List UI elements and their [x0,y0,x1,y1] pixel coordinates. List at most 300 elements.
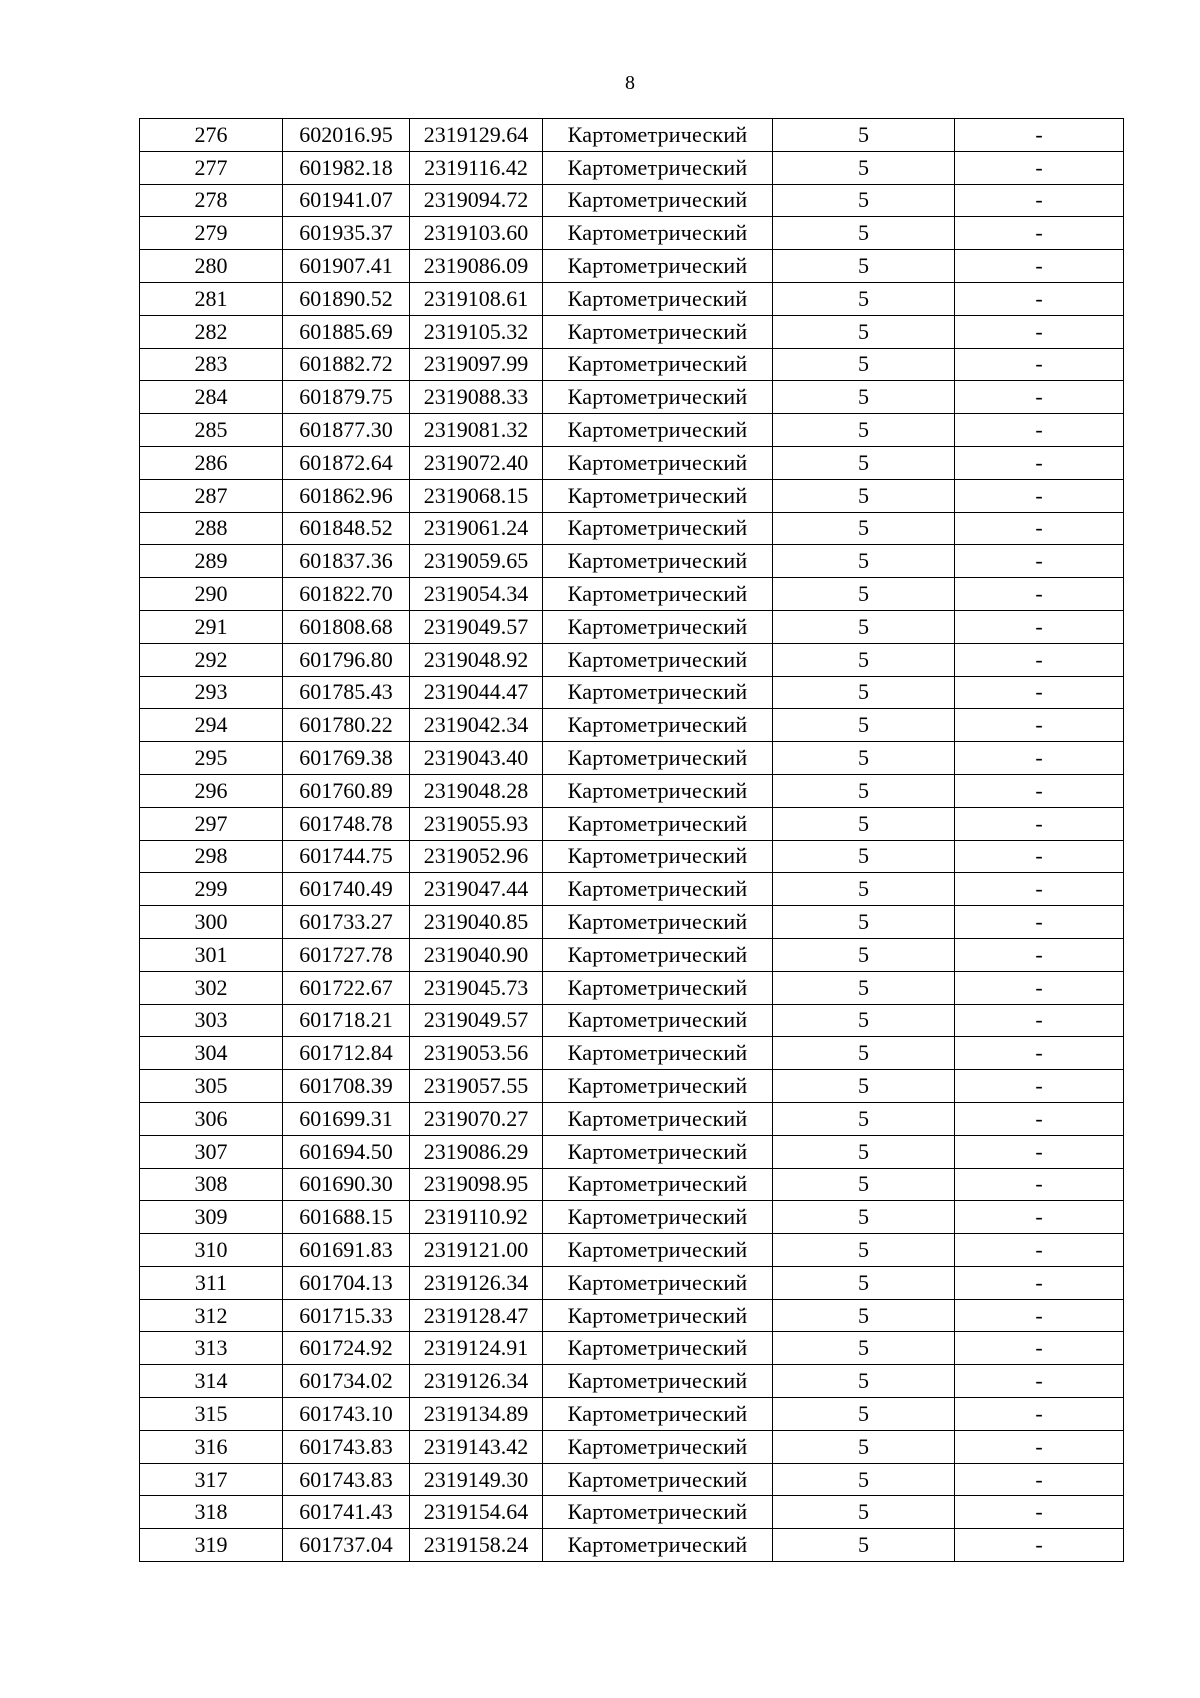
x-coordinate-cell: 601733.27 [283,906,410,939]
note-cell: - [955,446,1124,479]
y-coordinate-cell: 2319094.72 [410,184,543,217]
table-row [140,610,1124,643]
note-cell: - [955,381,1124,414]
point-number-cell: 305 [140,1070,283,1103]
accuracy-cell: 5 [773,1266,955,1299]
method-cell: Картометрический [543,217,773,250]
method-cell: Картометрический [543,1135,773,1168]
x-coordinate-cell: 601718.21 [283,1004,410,1037]
x-coordinate-cell: 601737.04 [283,1529,410,1562]
y-coordinate-cell: 2319149.30 [410,1463,543,1496]
x-coordinate-cell: 601743.83 [283,1463,410,1496]
accuracy-cell: 5 [773,348,955,381]
method-cell: Картометрический [543,1037,773,1070]
x-coordinate-cell: 601935.37 [283,217,410,250]
accuracy-cell: 5 [773,938,955,971]
table-row [140,1070,1124,1103]
table-row [140,643,1124,676]
accuracy-cell: 5 [773,414,955,447]
note-cell: - [955,1299,1124,1332]
table-row [140,250,1124,283]
table-row [140,742,1124,775]
method-cell: Картометрический [543,1102,773,1135]
accuracy-cell: 5 [773,1037,955,1070]
note-cell: - [955,1332,1124,1365]
method-cell: Картометрический [543,119,773,152]
point-number-cell: 311 [140,1266,283,1299]
y-coordinate-cell: 2319088.33 [410,381,543,414]
y-coordinate-cell: 2319047.44 [410,873,543,906]
note-cell: - [955,938,1124,971]
accuracy-cell: 5 [773,1004,955,1037]
y-coordinate-cell: 2319116.42 [410,151,543,184]
accuracy-cell: 5 [773,1234,955,1267]
accuracy-cell: 5 [773,1529,955,1562]
method-cell: Картометрический [543,840,773,873]
table-row [140,1529,1124,1562]
note-cell: - [955,1234,1124,1267]
table-row [140,512,1124,545]
point-number-cell: 279 [140,217,283,250]
note-cell: - [955,873,1124,906]
table-row [140,1332,1124,1365]
x-coordinate-cell: 601688.15 [283,1201,410,1234]
accuracy-cell: 5 [773,840,955,873]
accuracy-cell: 5 [773,807,955,840]
method-cell: Картометрический [543,1430,773,1463]
accuracy-cell: 5 [773,1168,955,1201]
method-cell: Картометрический [543,545,773,578]
point-number-cell: 283 [140,348,283,381]
x-coordinate-cell: 601743.83 [283,1430,410,1463]
note-cell: - [955,282,1124,315]
x-coordinate-cell: 601748.78 [283,807,410,840]
point-number-cell: 302 [140,971,283,1004]
method-cell: Картометрический [543,1463,773,1496]
point-number-cell: 287 [140,479,283,512]
x-coordinate-cell: 601872.64 [283,446,410,479]
accuracy-cell: 5 [773,512,955,545]
method-cell: Картометрический [543,938,773,971]
x-coordinate-cell: 601941.07 [283,184,410,217]
table-row [140,414,1124,447]
accuracy-cell: 5 [773,873,955,906]
x-coordinate-cell: 601715.33 [283,1299,410,1332]
table-row [140,282,1124,315]
method-cell: Картометрический [543,479,773,512]
point-number-cell: 317 [140,1463,283,1496]
method-cell: Картометрический [543,381,773,414]
y-coordinate-cell: 2319108.61 [410,282,543,315]
point-number-cell: 294 [140,709,283,742]
y-coordinate-cell: 2319057.55 [410,1070,543,1103]
accuracy-cell: 5 [773,774,955,807]
point-number-cell: 304 [140,1037,283,1070]
y-coordinate-cell: 2319072.40 [410,446,543,479]
x-coordinate-cell: 601704.13 [283,1266,410,1299]
table-row [140,840,1124,873]
point-number-cell: 313 [140,1332,283,1365]
note-cell: - [955,971,1124,1004]
table-row [140,1496,1124,1529]
note-cell: - [955,479,1124,512]
x-coordinate-cell: 601691.83 [283,1234,410,1267]
x-coordinate-cell: 601734.02 [283,1365,410,1398]
table-row [140,971,1124,1004]
method-cell: Картометрический [543,1070,773,1103]
method-cell: Картометрический [543,906,773,939]
note-cell: - [955,1201,1124,1234]
table-row [140,348,1124,381]
x-coordinate-cell: 601848.52 [283,512,410,545]
note-cell: - [955,610,1124,643]
y-coordinate-cell: 2319055.93 [410,807,543,840]
y-coordinate-cell: 2319143.42 [410,1430,543,1463]
accuracy-cell: 5 [773,578,955,611]
note-cell: - [955,1070,1124,1103]
coordinates-table-body [140,119,1124,1562]
y-coordinate-cell: 2319126.34 [410,1266,543,1299]
table-row [140,1266,1124,1299]
y-coordinate-cell: 2319049.57 [410,1004,543,1037]
method-cell: Картометрический [543,1004,773,1037]
method-cell: Картометрический [543,807,773,840]
point-number-cell: 309 [140,1201,283,1234]
x-coordinate-cell: 601780.22 [283,709,410,742]
table-row [140,151,1124,184]
method-cell: Картометрический [543,774,773,807]
accuracy-cell: 5 [773,1332,955,1365]
note-cell: - [955,151,1124,184]
accuracy-cell: 5 [773,184,955,217]
table-row [140,676,1124,709]
method-cell: Картометрический [543,1266,773,1299]
accuracy-cell: 5 [773,1496,955,1529]
y-coordinate-cell: 2319053.56 [410,1037,543,1070]
method-cell: Картометрический [543,315,773,348]
note-cell: - [955,1463,1124,1496]
point-number-cell: 290 [140,578,283,611]
y-coordinate-cell: 2319048.92 [410,643,543,676]
note-cell: - [955,1102,1124,1135]
y-coordinate-cell: 2319124.91 [410,1332,543,1365]
accuracy-cell: 5 [773,1102,955,1135]
x-coordinate-cell: 601769.38 [283,742,410,775]
accuracy-cell: 5 [773,479,955,512]
accuracy-cell: 5 [773,643,955,676]
y-coordinate-cell: 2319052.96 [410,840,543,873]
note-cell: - [955,414,1124,447]
point-number-cell: 282 [140,315,283,348]
point-number-cell: 285 [140,414,283,447]
accuracy-cell: 5 [773,1201,955,1234]
point-number-cell: 292 [140,643,283,676]
y-coordinate-cell: 2319121.00 [410,1234,543,1267]
y-coordinate-cell: 2319081.32 [410,414,543,447]
method-cell: Картометрический [543,709,773,742]
note-cell: - [955,1037,1124,1070]
point-number-cell: 315 [140,1398,283,1431]
method-cell: Картометрический [543,1365,773,1398]
method-cell: Картометрический [543,282,773,315]
x-coordinate-cell: 601712.84 [283,1037,410,1070]
x-coordinate-cell: 601722.67 [283,971,410,1004]
x-coordinate-cell: 601741.43 [283,1496,410,1529]
note-cell: - [955,348,1124,381]
y-coordinate-cell: 2319154.64 [410,1496,543,1529]
x-coordinate-cell: 601699.31 [283,1102,410,1135]
x-coordinate-cell: 601744.75 [283,840,410,873]
method-cell: Картометрический [543,610,773,643]
table-row [140,1299,1124,1332]
table-row [140,906,1124,939]
table-row [140,545,1124,578]
y-coordinate-cell: 2319126.34 [410,1365,543,1398]
y-coordinate-cell: 2319045.73 [410,971,543,1004]
accuracy-cell: 5 [773,151,955,184]
accuracy-cell: 5 [773,1365,955,1398]
table-row [140,873,1124,906]
method-cell: Картометрический [543,151,773,184]
y-coordinate-cell: 2319086.29 [410,1135,543,1168]
point-number-cell: 301 [140,938,283,971]
method-cell: Картометрический [543,446,773,479]
y-coordinate-cell: 2319059.65 [410,545,543,578]
accuracy-cell: 5 [773,1463,955,1496]
accuracy-cell: 5 [773,315,955,348]
page-number: 8 [625,72,635,94]
x-coordinate-cell: 601907.41 [283,250,410,283]
note-cell: - [955,1398,1124,1431]
x-coordinate-cell: 601882.72 [283,348,410,381]
y-coordinate-cell: 2319097.99 [410,348,543,381]
accuracy-cell: 5 [773,1070,955,1103]
x-coordinate-cell: 601690.30 [283,1168,410,1201]
accuracy-cell: 5 [773,1135,955,1168]
point-number-cell: 286 [140,446,283,479]
y-coordinate-cell: 2319049.57 [410,610,543,643]
note-cell: - [955,1529,1124,1562]
point-number-cell: 296 [140,774,283,807]
point-number-cell: 288 [140,512,283,545]
method-cell: Картометрический [543,873,773,906]
table-row [140,1398,1124,1431]
method-cell: Картометрический [543,643,773,676]
accuracy-cell: 5 [773,610,955,643]
table-row [140,479,1124,512]
point-number-cell: 280 [140,250,283,283]
note-cell: - [955,512,1124,545]
accuracy-cell: 5 [773,1430,955,1463]
note-cell: - [955,119,1124,152]
method-cell: Картометрический [543,1332,773,1365]
y-coordinate-cell: 2319103.60 [410,217,543,250]
x-coordinate-cell: 601743.10 [283,1398,410,1431]
y-coordinate-cell: 2319040.90 [410,938,543,971]
method-cell: Картометрический [543,1201,773,1234]
accuracy-cell: 5 [773,250,955,283]
y-coordinate-cell: 2319043.40 [410,742,543,775]
x-coordinate-cell: 601885.69 [283,315,410,348]
table-row [140,1234,1124,1267]
y-coordinate-cell: 2319044.47 [410,676,543,709]
table-row [140,1102,1124,1135]
x-coordinate-cell: 601796.80 [283,643,410,676]
x-coordinate-cell: 601822.70 [283,578,410,611]
note-cell: - [955,676,1124,709]
note-cell: - [955,643,1124,676]
point-number-cell: 293 [140,676,283,709]
x-coordinate-cell: 601724.92 [283,1332,410,1365]
note-cell: - [955,807,1124,840]
note-cell: - [955,1365,1124,1398]
table-row [140,807,1124,840]
y-coordinate-cell: 2319098.95 [410,1168,543,1201]
accuracy-cell: 5 [773,676,955,709]
note-cell: - [955,250,1124,283]
note-cell: - [955,1430,1124,1463]
table-row [140,1201,1124,1234]
point-number-cell: 281 [140,282,283,315]
method-cell: Картометрический [543,971,773,1004]
note-cell: - [955,1266,1124,1299]
x-coordinate-cell: 601760.89 [283,774,410,807]
y-coordinate-cell: 2319128.47 [410,1299,543,1332]
table-row [140,1365,1124,1398]
method-cell: Картометрический [543,184,773,217]
table-row [140,1037,1124,1070]
accuracy-cell: 5 [773,282,955,315]
method-cell: Картометрический [543,1168,773,1201]
table-row [140,315,1124,348]
point-number-cell: 318 [140,1496,283,1529]
point-number-cell: 295 [140,742,283,775]
note-cell: - [955,906,1124,939]
note-cell: - [955,315,1124,348]
accuracy-cell: 5 [773,906,955,939]
x-coordinate-cell: 601808.68 [283,610,410,643]
method-cell: Картометрический [543,1234,773,1267]
note-cell: - [955,840,1124,873]
accuracy-cell: 5 [773,1398,955,1431]
x-coordinate-cell: 601890.52 [283,282,410,315]
method-cell: Картометрический [543,1496,773,1529]
point-number-cell: 319 [140,1529,283,1562]
table-row [140,217,1124,250]
note-cell: - [955,742,1124,775]
x-coordinate-cell: 602016.95 [283,119,410,152]
accuracy-cell: 5 [773,742,955,775]
note-cell: - [955,1004,1124,1037]
point-number-cell: 303 [140,1004,283,1037]
table-row [140,446,1124,479]
note-cell: - [955,1496,1124,1529]
table-row [140,1463,1124,1496]
y-coordinate-cell: 2319129.64 [410,119,543,152]
method-cell: Картометрический [543,250,773,283]
note-cell: - [955,1135,1124,1168]
method-cell: Картометрический [543,742,773,775]
point-number-cell: 300 [140,906,283,939]
table-row [140,709,1124,742]
coordinates-table [139,118,1124,1562]
x-coordinate-cell: 601862.96 [283,479,410,512]
x-coordinate-cell: 601837.36 [283,545,410,578]
point-number-cell: 278 [140,184,283,217]
y-coordinate-cell: 2319042.34 [410,709,543,742]
table-row [140,1168,1124,1201]
table-row [140,1135,1124,1168]
x-coordinate-cell: 601708.39 [283,1070,410,1103]
accuracy-cell: 5 [773,545,955,578]
point-number-cell: 316 [140,1430,283,1463]
y-coordinate-cell: 2319061.24 [410,512,543,545]
x-coordinate-cell: 601740.49 [283,873,410,906]
note-cell: - [955,217,1124,250]
method-cell: Картометрический [543,1299,773,1332]
table-row [140,774,1124,807]
point-number-cell: 289 [140,545,283,578]
accuracy-cell: 5 [773,119,955,152]
table-row [140,184,1124,217]
x-coordinate-cell: 601785.43 [283,676,410,709]
table-row [140,381,1124,414]
y-coordinate-cell: 2319070.27 [410,1102,543,1135]
point-number-cell: 299 [140,873,283,906]
note-cell: - [955,578,1124,611]
method-cell: Картометрический [543,1398,773,1431]
point-number-cell: 298 [140,840,283,873]
x-coordinate-cell: 601694.50 [283,1135,410,1168]
point-number-cell: 277 [140,151,283,184]
x-coordinate-cell: 601982.18 [283,151,410,184]
note-cell: - [955,1168,1124,1201]
y-coordinate-cell: 2319086.09 [410,250,543,283]
point-number-cell: 291 [140,610,283,643]
method-cell: Картометрический [543,414,773,447]
method-cell: Картометрический [543,348,773,381]
x-coordinate-cell: 601877.30 [283,414,410,447]
point-number-cell: 306 [140,1102,283,1135]
y-coordinate-cell: 2319110.92 [410,1201,543,1234]
note-cell: - [955,184,1124,217]
method-cell: Картометрический [543,512,773,545]
accuracy-cell: 5 [773,1299,955,1332]
y-coordinate-cell: 2319054.34 [410,578,543,611]
y-coordinate-cell: 2319158.24 [410,1529,543,1562]
point-number-cell: 308 [140,1168,283,1201]
y-coordinate-cell: 2319048.28 [410,774,543,807]
table-row [140,938,1124,971]
accuracy-cell: 5 [773,446,955,479]
table-row [140,1430,1124,1463]
point-number-cell: 310 [140,1234,283,1267]
accuracy-cell: 5 [773,971,955,1004]
table-row [140,119,1124,152]
accuracy-cell: 5 [773,381,955,414]
point-number-cell: 307 [140,1135,283,1168]
point-number-cell: 314 [140,1365,283,1398]
note-cell: - [955,709,1124,742]
accuracy-cell: 5 [773,217,955,250]
method-cell: Картометрический [543,578,773,611]
note-cell: - [955,545,1124,578]
x-coordinate-cell: 601879.75 [283,381,410,414]
x-coordinate-cell: 601727.78 [283,938,410,971]
y-coordinate-cell: 2319068.15 [410,479,543,512]
point-number-cell: 284 [140,381,283,414]
y-coordinate-cell: 2319040.85 [410,906,543,939]
